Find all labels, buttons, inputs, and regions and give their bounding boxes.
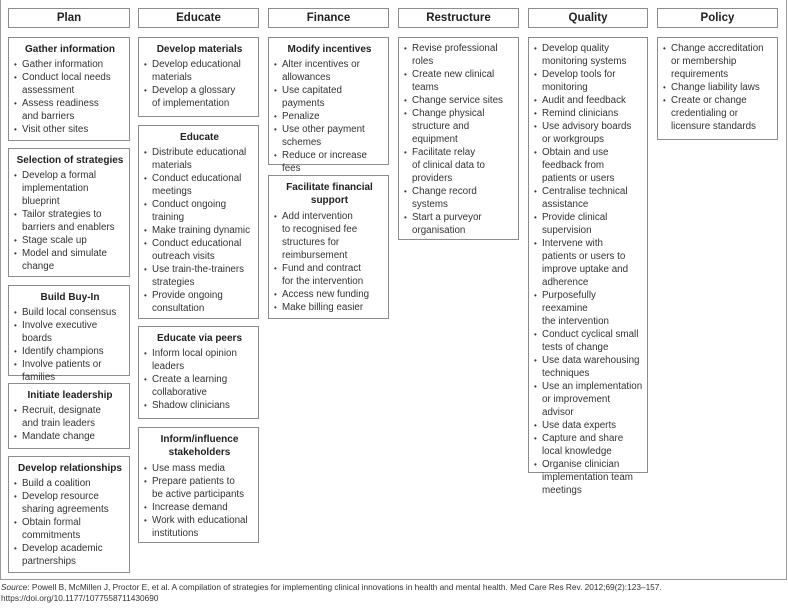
strategy-item: • Develop quality monitoring systems [534, 42, 644, 68]
strategy-item: • Audit and feedback [534, 94, 644, 107]
strategy-box [8, 285, 130, 384]
strategy-item: • Mandate change [14, 430, 126, 443]
strategy-item: • Change service sites [404, 94, 515, 107]
strategy-item: • Change accreditation or membership requirements [663, 42, 774, 81]
strategy-item: • Make training dynamic [144, 224, 255, 237]
strategy-item: • Start a purveyor organisation [404, 211, 515, 237]
strategy-item: • Use other payment schemes [274, 123, 385, 149]
strategy-box [8, 383, 130, 449]
strategy-item: • Develop educational materials [144, 58, 255, 84]
strategy-box [528, 37, 648, 496]
strategy-item: • Conduct educational meetings [144, 172, 255, 198]
strategy-box-title: Educate [180, 132, 219, 143]
strategy-item: • Build local consensus [14, 306, 126, 319]
strategy-box-title: Modify incentives [287, 44, 372, 55]
strategy-item: • Identify champions [14, 345, 126, 358]
strategy-item: • Recruit, designate and train leaders [14, 404, 126, 430]
strategy-item: • Add intervention to recognised fee structures for reimbursement [274, 210, 385, 262]
strategy-box-title: Gather information [24, 44, 115, 55]
strategy-item: • Change record systems [404, 185, 515, 211]
strategy-box-title: Educate via peers [156, 333, 243, 344]
strategy-box [268, 175, 389, 319]
strategy-item: • Use data warehousing techniques [534, 354, 644, 380]
column-header-quality: Quality [528, 8, 648, 28]
strategy-item: • Stage scale up [14, 234, 126, 247]
strategy-box-title: Facilitate financial support [286, 182, 373, 207]
strategy-item: • Develop a glossary of implementation [144, 84, 255, 110]
strategy-item: • Access new funding [274, 288, 385, 301]
strategy-item: • Involve executive boards [14, 319, 126, 345]
strategy-item: • Create new clinical teams [404, 68, 515, 94]
strategy-item: • Shadow clinicians [144, 399, 255, 412]
strategy-box [138, 125, 259, 319]
strategy-item: • Change liability laws [663, 81, 774, 94]
column-header-educate: Educate [138, 8, 259, 28]
strategy-box-title: Develop materials [156, 44, 243, 55]
strategy-item: • Tailor strategies to barriers and enablers [14, 208, 126, 234]
strategy-item: • Fund and contract for the intervention [274, 262, 385, 288]
strategy-item: • Use capitated payments [274, 84, 385, 110]
strategy-item: • Penalize [274, 110, 385, 123]
strategy-item: • Use data experts [534, 419, 644, 432]
strategy-item: • Increase demand [144, 501, 255, 514]
strategy-item: • Revise professional roles [404, 42, 515, 68]
strategy-box-title: Develop relationships [18, 463, 122, 474]
strategy-item: • Assess readiness and barriers [14, 97, 126, 123]
strategy-box-title: Selection of strategies [16, 155, 124, 166]
strategy-box [138, 326, 259, 419]
strategy-box-title: Inform/influence stakeholders [160, 434, 239, 459]
strategy-item: • Visit other sites [14, 123, 126, 136]
strategy-box [268, 37, 389, 175]
strategy-item: • Obtain formal commitments [14, 516, 126, 542]
strategy-item: • Use advisory boards or workgroups [534, 120, 644, 146]
strategy-box [657, 37, 778, 140]
strategy-item: • Conduct educational outreach visits [144, 237, 255, 263]
strategy-item: • Remind clinicians [534, 107, 644, 120]
strategy-item: • Prepare patients to be active participants [144, 475, 255, 501]
strategy-item: • Distribute educational materials [144, 146, 255, 172]
strategy-item: • Use mass media [144, 462, 255, 475]
column-header-finance: Finance [268, 8, 389, 28]
strategy-item: • Work with educational institutions [144, 514, 255, 540]
strategy-box [8, 37, 130, 141]
strategy-item: • Obtain and use feedback from patients or users [534, 146, 644, 185]
strategy-item: • Intervene with patients or users to improve uptake and adherence [534, 237, 644, 289]
strategy-item: • Capture and share local knowledge [534, 432, 644, 458]
strategy-item: • Develop tools for monitoring [534, 68, 644, 94]
strategy-box [138, 427, 259, 543]
strategy-item: • Model and simulate change [14, 247, 126, 273]
strategy-box-title: Initiate leadership [27, 390, 113, 401]
strategy-item: • Create a learning collaborative [144, 373, 255, 399]
strategy-item: • Create or change credentialing or licensure standards [663, 94, 774, 133]
strategy-item: • Conduct local needs assessment [14, 71, 126, 97]
strategy-item: • Reduce or increase fees [274, 149, 385, 175]
strategy-item: • Involve patients or families [14, 358, 126, 384]
strategy-item: • Alter incentives or allowances [274, 58, 385, 84]
strategy-item: • Develop resource sharing agreements [14, 490, 126, 516]
strategy-item: • Change physical structure and equipment [404, 107, 515, 146]
strategy-item: • Develop academic partnerships [14, 542, 126, 568]
strategy-item: • Provide clinical supervision [534, 211, 644, 237]
strategy-item: • Purposefully reexamine the intervention [534, 289, 644, 328]
strategy-box [398, 37, 519, 240]
strategy-item: • Facilitate relay of clinical data to providers [404, 146, 515, 185]
strategy-item: • Centralise technical assistance [534, 185, 644, 211]
strategy-item: • Conduct cyclical small tests of change [534, 328, 644, 354]
column-header-policy: Policy [657, 8, 778, 28]
strategy-item: • Conduct ongoing training [144, 198, 255, 224]
strategy-item: • Organise clinician implementation team meetings [534, 458, 644, 497]
source-label: Source [1, 582, 28, 592]
strategy-box [8, 148, 130, 277]
strategy-item: • Use train-the-trainers strategies [144, 263, 255, 289]
strategy-item: • Provide ongoing consultation [144, 289, 255, 315]
source-text: : Powell B, McMillen J, Proctor E, et al. A compilation of strategies for implementing clinical innovations in health and mental health. Med Care Res Rev. 2012;69(2):123–157. https://doi.org/10.1177/1077558711430690 [1, 582, 662, 603]
column-header-plan: Plan [8, 8, 130, 28]
strategy-item: • Make billing easier [274, 301, 385, 314]
column-header-restructure: Restructure [398, 8, 519, 28]
strategy-item: • Use an implementation or improvement advisor [534, 380, 644, 419]
strategy-box [138, 37, 259, 117]
strategy-item: • Gather information [14, 58, 126, 71]
strategy-box [8, 456, 130, 573]
strategy-item: • Develop a formal implementation blueprint [14, 169, 126, 208]
strategy-box-title: Build Buy-In [40, 292, 100, 303]
strategy-item: • Build a coalition [14, 477, 126, 490]
strategy-item: • Inform local opinion leaders [144, 347, 255, 373]
source-citation [1, 582, 787, 604]
